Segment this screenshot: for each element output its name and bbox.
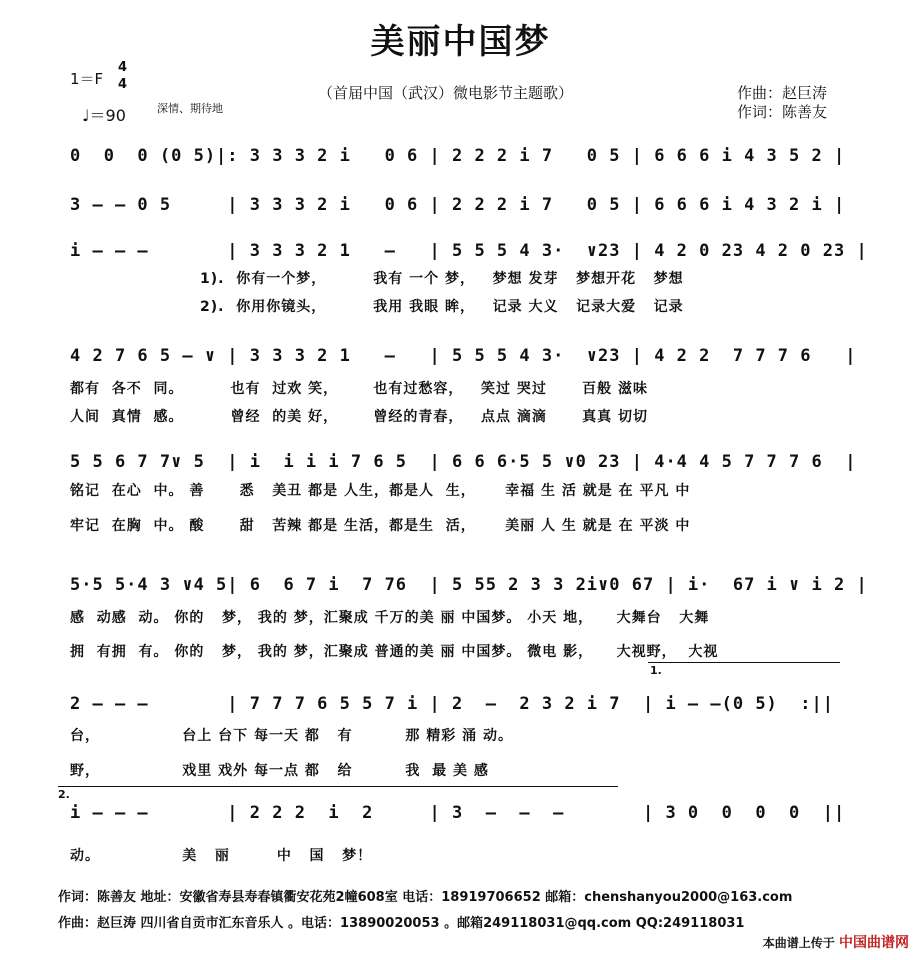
expression-marking: 深情、期待地 (157, 102, 223, 115)
lyrics-row5-verse1: 铭记 在心 中。 善 悉 美丑 都是 人生，都是人 生， 幸福 生 活 就是 在 平凡 中 (70, 483, 691, 499)
lyrics-row6-verse1: 感 动感 动。 你的 梦， 我的 梦，汇聚成 千万的美 丽 中国梦。 小天 地， 大舞台 大舞 (70, 610, 710, 626)
composer-credit: 作曲：赵巨涛 (737, 84, 828, 102)
watermark-brand: 中国曲谱网 (839, 935, 909, 951)
notation-line: i – – – | 3 3 3 2 1 – | 5 5 5 4 3· ∨23 | 4 2 0 23 4 2 0 23 | (70, 241, 868, 261)
lyrics-row8: 动。 美 丽 中 国 梦！ (70, 848, 373, 864)
notation-row-5 (70, 444, 857, 480)
site-watermark (763, 932, 909, 952)
lyrics-row5-verse2: 牢记 在胸 中。 酸 甜 苦辣 都是 生活，都是生 活， 美丽 人 生 就是 在 平淡 中 (70, 518, 691, 534)
tempo-marking: ♩＝90 (82, 106, 126, 125)
footer-lyricist-contact: 作词：陈善友 地址：安徽省寿县寿春镇衢安花苑2幢608室 电话：18919706652 邮箱：chenshanyou2000@163.com (58, 890, 793, 905)
score-title: 美丽中国梦 (370, 22, 551, 62)
time-signature-bottom: 4 (118, 77, 128, 92)
notation-row-6 (70, 567, 868, 603)
lyrics-row3-verse1: 1). 你有一个梦， 我有 一个 梦， 梦想 发芽 梦想开花 梦想 (200, 271, 684, 287)
lyrics-row3-verse2: 2). 你用你镜头， 我用 我眼 眸， 记录 大义 记录大爱 记录 (200, 299, 684, 315)
watermark-prefix: 本曲谱上传于 (762, 936, 835, 950)
footer-composer-contact: 作曲：赵巨涛 四川省自贡市汇东音乐人 。电话：13890020053 。邮箱249118031@qq.com QQ:249118031 (58, 916, 745, 931)
notation-line: i – – – | 2 2 2 i 2 | 3 – – – | 3 0 0 0 0 || (70, 803, 846, 823)
notation-line: 4 2 7 6 5 – ∨ | 3 3 3 2 1 – | 5 5 5 4 3· ∨23 | 4 2 2 7 7 7 6 | (70, 346, 857, 366)
key-signature: 1＝F (70, 70, 104, 88)
notation-line: 5 5 6 7 7∨ 5 | i i i i 7 6 5 | 6 6 6·5 5 ∨0 23 | 4·4 4 5 7 7 7 6 | (70, 452, 857, 472)
second-ending-mark: 2. (58, 788, 70, 801)
time-signature-top: 4 (118, 60, 128, 75)
lyrics-row4-verse1: 都有 各不 同。 也有 过欢 笑， 也有过愁容， 笑过 哭过 百般 滋味 (70, 381, 648, 397)
notation-line: 0 0 0 (0 5)|: 3 3 3 2 i 0 6 | 2 2 2 i 7 0 5 | 6 6 6 i 4 3 5 2 | (70, 146, 846, 166)
notation-row-7 (70, 686, 840, 722)
notation-line: 5·5 5·4 3 ∨4 5| 6 6 7 i 7 76 | 5 55 2 3 3 2i∨0 67 | i· 67 i ∨ i 2 | (70, 575, 868, 595)
second-ending-bracket (58, 786, 618, 787)
lyrics-row6-verse2: 拥 有拥 有。 你的 梦， 我的 梦，汇聚成 普通的美 丽 中国梦。 微电 影， 大视野， 大视 (70, 644, 719, 660)
notation-row-4 (70, 338, 857, 374)
first-ending-bracket (648, 662, 840, 663)
lyricist-credit: 作词：陈善友 (737, 103, 828, 121)
lyrics-row4-verse2: 人间 真情 感。 曾经 的美 好， 曾经的青春， 点点 滴滴 真真 切切 (70, 409, 648, 425)
notation-line: 3 – – 0 5 | 3 3 3 2 i 0 6 | 2 2 2 i 7 0 5 | 6 6 6 i 4 3 2 i | (70, 195, 846, 215)
notation-row-2 (70, 187, 846, 223)
lyrics-row7-verse2: 野， 戏里 戏外 每一点 都 给 我 最 美 感 (70, 763, 489, 779)
notation-row-1 (70, 138, 846, 174)
lyrics-row7-verse1: 台， 台上 台下 每一天 都 有 那 精彩 涌 动。 (70, 728, 513, 744)
notation-row-8 (70, 795, 846, 831)
notation-row-3 (70, 233, 868, 269)
first-ending-mark: 1. (650, 664, 662, 677)
notation-line: 2 – – – | 7 7 7 6 5 5 7 i | 2 – 2 3 2 i 7 | i – –(0 5) :|| (70, 694, 834, 714)
subtitle: （首届中国（武汉）微电影节主题歌） (318, 84, 574, 102)
